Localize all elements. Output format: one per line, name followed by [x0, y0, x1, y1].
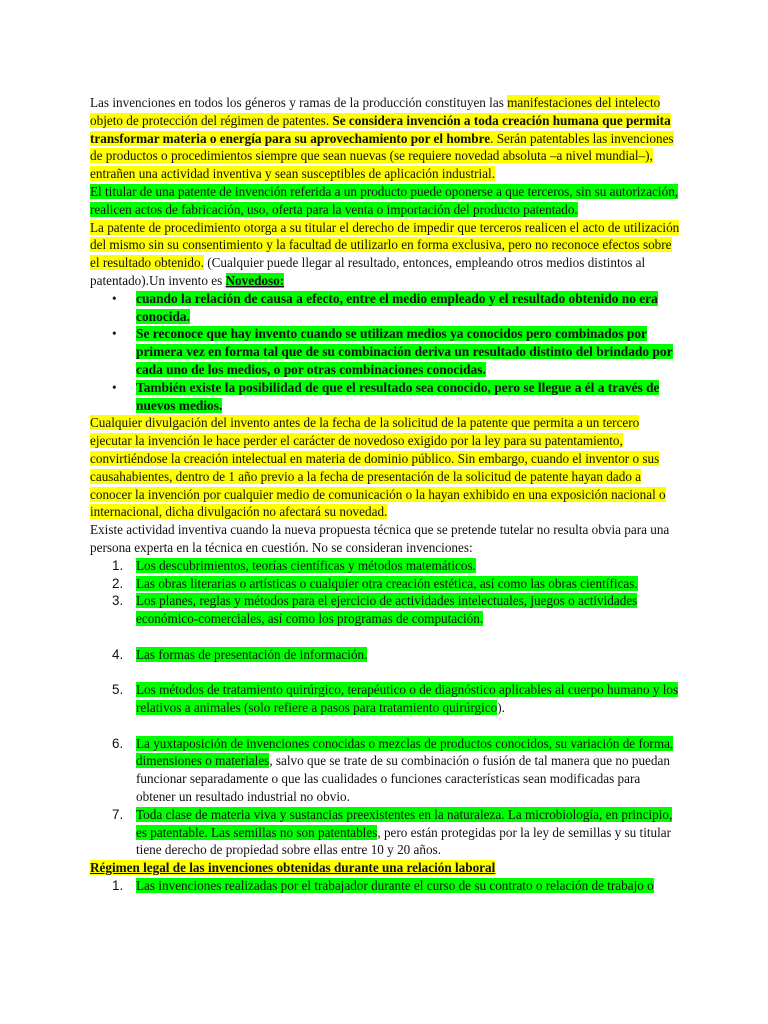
highlight-procedimiento: La patente de procedimiento otorga a su titular el derecho de impedir que terceros realicen el acto de utilización del mismo sin su consentimiento y la facultad de utilizarlo en forma exclusiva, pero no reconoce efectos sobre el resultado obtenido. [90, 219, 680, 271]
list-number: 3. [112, 593, 124, 609]
document-page [90, 94, 680, 895]
list-item [90, 877, 680, 895]
highlight-patentable: . Serán patentables las invenciones de productos o procedimientos siempre que sean nuevas (se requiere novedad absoluta –a nivel mundial–), entrañen una actividad inventiva y sean susceptibles de aplicación industrial. [90, 130, 674, 182]
bullet-text: Se reconoce que hay invento cuando se utilizan medios ya conocidos pero combinados por primera vez en forma tal que de su combinación deriva un resultado distinto del brindado por cada uno de los medios, o por otras combinaciones conocidas. [136, 326, 673, 377]
labor-inventions-list [90, 877, 680, 895]
highlight-titular: El titular de una patente de invención referida a un producto puede oponerse a que terceros, sin su autorización, realicen actos de fabricación, uso, oferta para la venta o importación del producto patentado. [90, 183, 679, 217]
list-item [90, 646, 680, 664]
list-item [90, 806, 680, 859]
bullet-text: cuando la relación de causa a efecto, entre el medio empleado y el resultado obtenido no era conocida. [136, 290, 658, 324]
list-highlight: Los métodos de tratamiento quirúrgico, terapéutico o de diagnóstico aplicables al cuerpo humano y los relativos a animales (solo refiere a pasos para tratamiento quirúrgico [136, 682, 679, 716]
list-item [90, 557, 680, 575]
bullet-text: También existe la posibilidad de que el resultado sea conocido, pero se llegue a él a través de nuevos medios. [136, 379, 660, 413]
list-highlight: Las invenciones realizadas por el trabajador durante el curso de su contrato o relación de trabajo o [136, 878, 654, 894]
list-highlight: Los descubrimientos, teorías científicas y métodos matemáticos. [136, 557, 476, 573]
heading-text: Régimen legal de las invenciones obtenidas durante una relación laboral [90, 860, 496, 876]
procedimiento-text: (Cualquier puede llegar al resultado, entonces, empleando otros medios distintos al patentado).Un invento es [90, 255, 646, 288]
list-number: 1. [112, 557, 124, 573]
highlight-manifestaciones: manifestaciones del intelecto objeto de protección del régimen de patentes. [90, 95, 661, 128]
list-highlight: Las obras literarias o artísticas o cualquier otra creación estética, así como las obras científicas. [136, 575, 638, 591]
list-number: 1. [112, 878, 124, 894]
list-number: 7. [112, 806, 124, 822]
list-rest: , salvo que se trate de su combinación o fusión de tal manera que no puedan funcionar separadamente o que las cualidades o funciones características sean modificadas para obtener un resultado industrial no obvio. [136, 753, 670, 805]
bullet-item [90, 325, 680, 378]
list-rest: , pero están protegidas por la ley de semillas y su titular tiene derecho de propiedad sobre ellas entre 10 y 20 años. [136, 824, 672, 858]
bullet-item [90, 290, 680, 326]
non-inventions-list [90, 557, 680, 860]
list-highlight: Toda clase de materia viva y sustancias preexistentes en la naturaleza. La microbiología, en principio, es patentable. Las semillas no son patentables [136, 806, 673, 840]
intro-text: Las invenciones en todos los géneros y ramas de la producción constituyen las [90, 95, 508, 110]
list-number: 5. [112, 682, 124, 698]
section-heading [90, 859, 680, 877]
list-number: 2. [112, 575, 124, 591]
paragraph-intro [90, 94, 680, 183]
paragraph-titular [90, 183, 680, 219]
list-highlight: Las formas de presentación de información. [136, 646, 368, 662]
bullet-item [90, 379, 680, 415]
list-item [90, 575, 680, 593]
list-highlight: Los planes, reglas y métodos para el ejercicio de actividades intelectuales, juegos o actividades económico-comerciales, así como los programas de computación. [136, 593, 638, 627]
list-rest: ). [497, 700, 505, 716]
novedoso-bullet-list [90, 290, 680, 415]
list-item [90, 592, 680, 628]
novedoso-label: Novedoso: [225, 272, 285, 288]
paragraph-divulgacion [90, 414, 680, 521]
paragraph-procedimiento [90, 219, 680, 290]
highlight-definition: Se considera invención a toda creación humana que permita transformar materia o energía para su aprovechamiento por el hombre [90, 112, 671, 146]
highlight-divulgacion: Cualquier divulgación del invento antes de la fecha de la solicitud de la patente que permita a un tercero ejecutar la invención le hace perder el carácter de novedoso exigido por la ley para su patentamiento, convirtiéndose la creación intelectual en materia de dominio público. [90, 415, 640, 466]
list-highlight: La yuxtaposición de invenciones conocidas o mezclas de productos conocidos, su variación de forma, dimensiones o materiales [136, 735, 674, 769]
list-number: 4. [112, 646, 124, 662]
list-item [90, 681, 680, 717]
paragraph-actividad-inventiva: Existe actividad inventiva cuando la nueva propuesta técnica que se pretende tutelar no resulta obvia para una persona experta en la técnica en cuestión. No se consideran invenciones: [90, 522, 670, 555]
list-number: 6. [112, 735, 124, 751]
list-item [90, 735, 680, 806]
highlight-sin-embargo: Sin embargo, cuando el inventor o sus causahabientes, dentro de 1 año previo a la fecha de presentación de la solicitud de patente hayan dado a conocer la invención por cualquier medio de comunicación o la hayan exhibido en una exposición nacional o internacional, dicha divulgación no afectará su novedad. [90, 450, 666, 520]
